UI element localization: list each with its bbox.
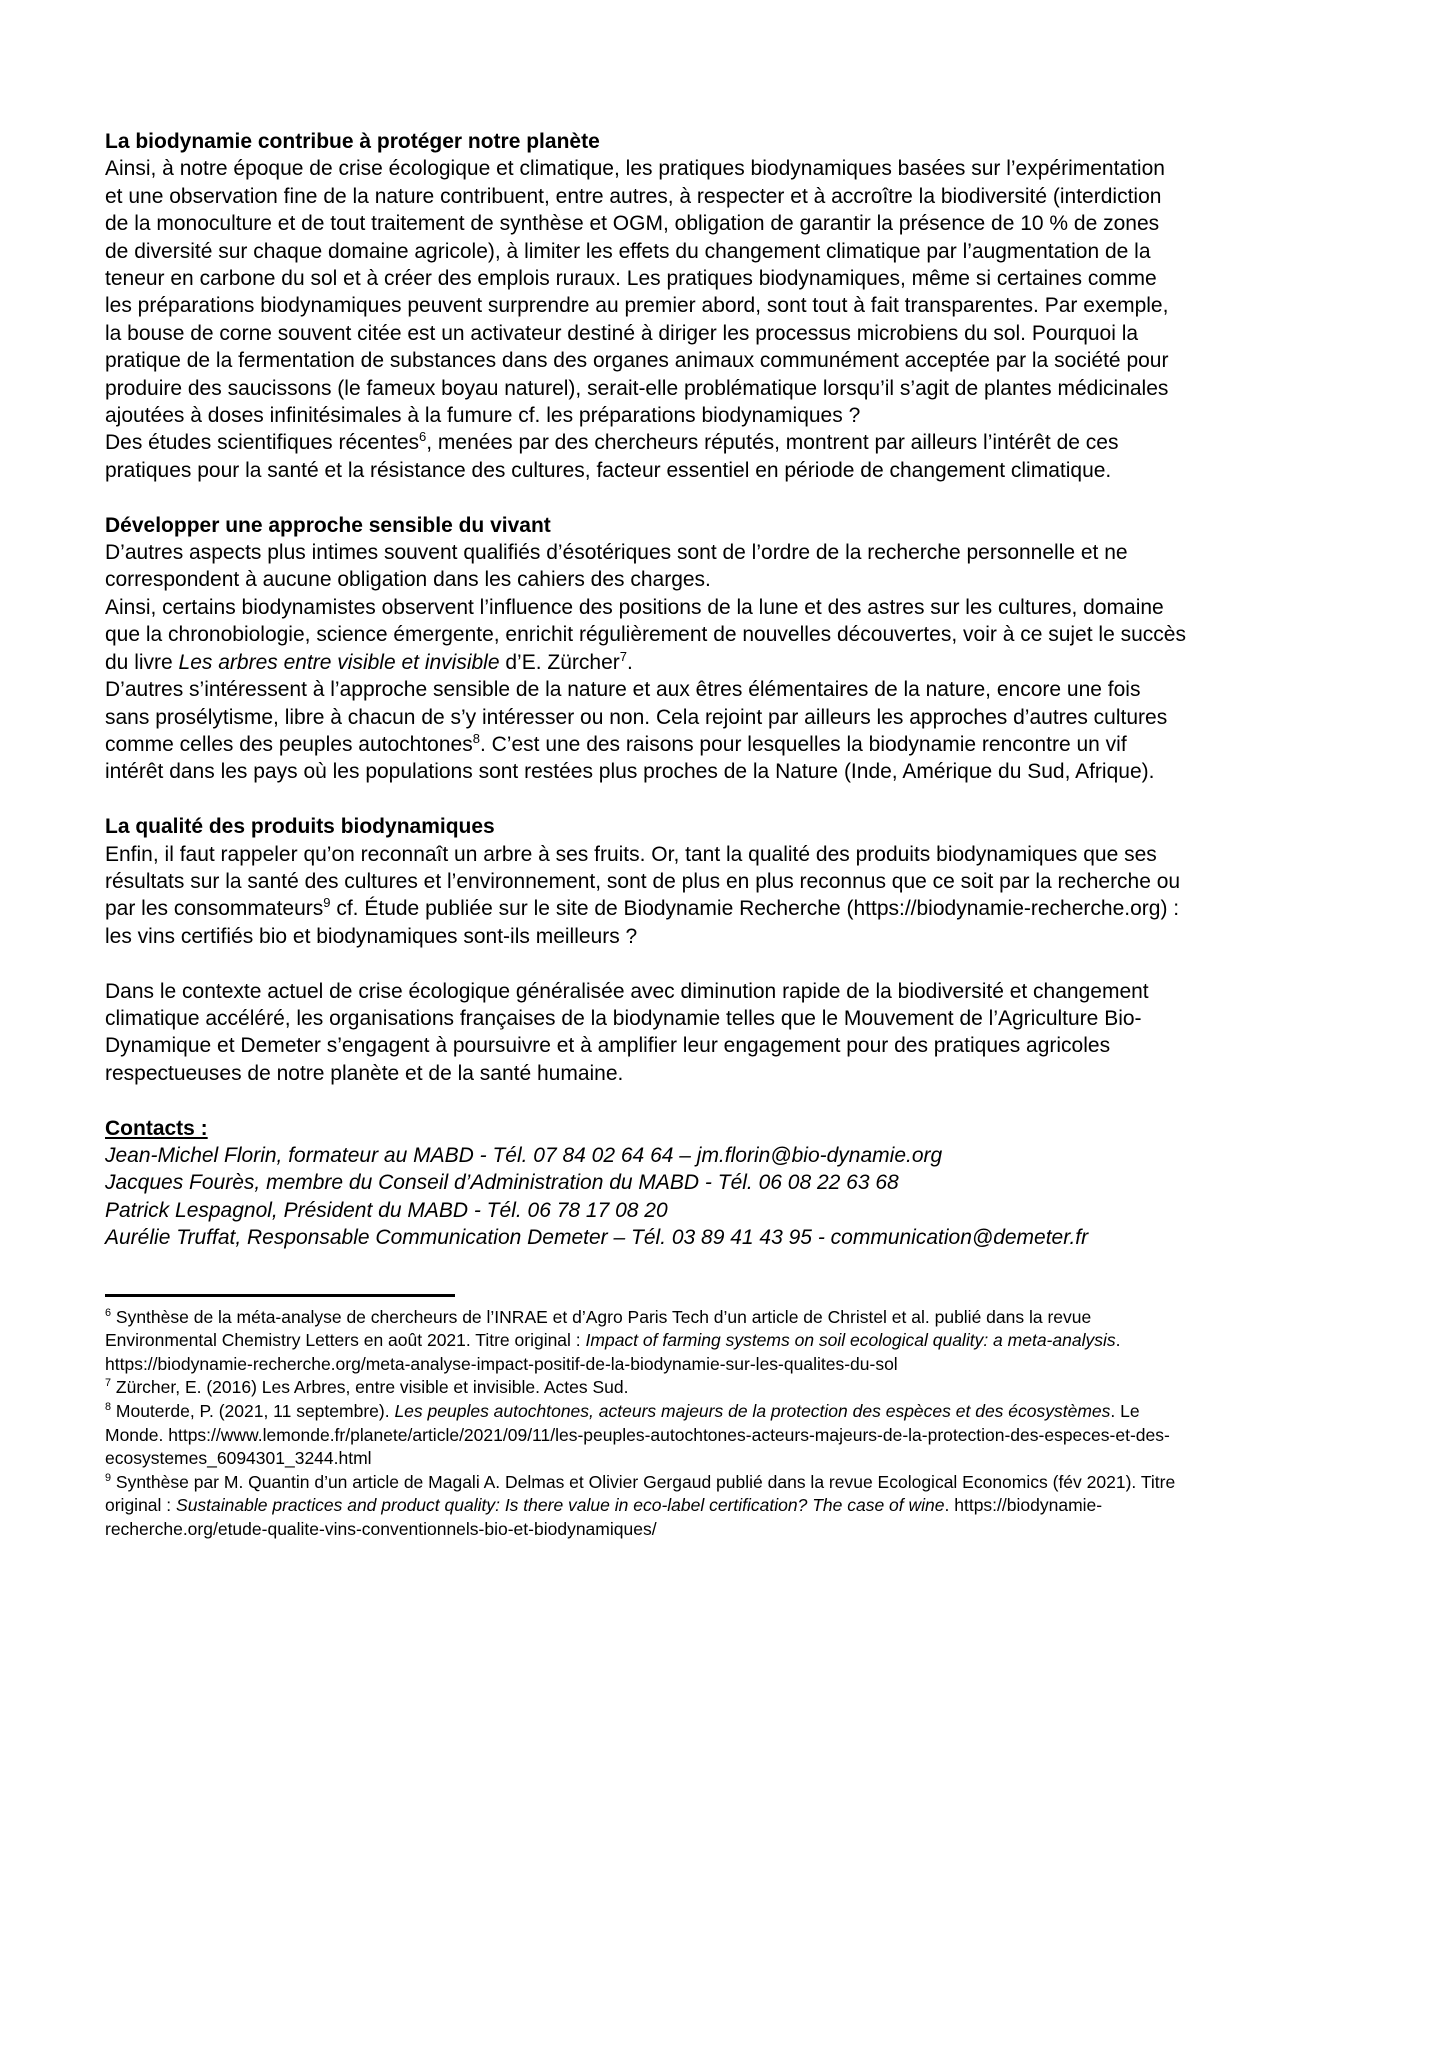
contact-line: Jean-Michel Florin, formateur au MABD - Tél. 07 84 02 64 64 – jm.florin@bio-dynamie.org (105, 1143, 943, 1167)
contact-line: Aurélie Truffat, Responsable Communication Demeter – Tél. 03 89 41 43 95 - communication@demeter.fr (105, 1226, 1089, 1250)
text-segment: Dans le contexte actuel de crise écologique généralisée avec diminution rapide de la biodiversité et changement climatique accéléré, les organisations françaises de la biodynamie telles que le Mouvement de l’Agriculture Bio-Dynamique et Demeter s’engagent à poursuivre et à amplifier leur engagement pour des pratiques agricoles respectueuses de notre planète et de la santé humaine. (105, 979, 1149, 1085)
paragraph (105, 429, 1187, 484)
footnote (105, 1376, 1187, 1400)
text-segment: Impact of farming systems on soil ecological quality: a meta-analysis (585, 1330, 1116, 1351)
footnote (105, 1400, 1187, 1471)
paragraph (105, 539, 1187, 594)
text-segment: 9 (105, 1471, 112, 1484)
text-segment: 6 (419, 429, 427, 445)
paragraph (105, 841, 1187, 951)
text-segment: D’autres aspects plus intimes souvent qualifiés d’ésotériques sont de l’ordre de la recherche personnelle et ne correspondent à aucune obligation dans les cahiers des charges. (105, 541, 1128, 592)
contacts-heading: Contacts : (105, 1116, 208, 1140)
text-segment: 6 (105, 1306, 112, 1319)
text-segment: Synthèse par M. Quantin d’un article de Magali A. Delmas et Olivier Gergaud publié dans la revue Ecological Economics (fév 2021). Titre original : (105, 1471, 1176, 1516)
text-segment: 8 (472, 730, 480, 746)
paragraph (105, 594, 1187, 676)
section-heading-approche-sensible: Développer une approche sensible du vivant (105, 513, 551, 537)
closing-paragraph (105, 978, 1187, 1088)
text-segment: d’E. Zürcher (499, 650, 620, 674)
text-segment: Les arbres entre visible et invisible (178, 650, 500, 674)
text-segment: Les peuples autochtones, acteurs majeurs de la protection des espèces et des écosystèmes (394, 1400, 1111, 1421)
text-segment: 9 (323, 895, 331, 911)
text-segment: Zürcher, E. (2016) Les Arbres, entre visible et invisible. Actes Sud. (111, 1377, 629, 1398)
text-segment: Enfin, il faut rappeler qu’on reconnaît un arbre à ses fruits. Or, tant la qualité des produits biodynamiques que ses résultats sur la santé des cultures et l’environnement, sont de plus en plus reconnus que ce soit par la recherche ou par les consommateurs (105, 842, 1181, 921)
text-segment: 7 (105, 1377, 112, 1390)
text-segment: , menées par des chercheurs réputés, montrent par ailleurs l’intérêt de ces pratiques pour la santé et la résistance des cultures, facteur essentiel en période de changement climatique. (105, 431, 1119, 482)
contact-line: Patrick Lespagnol, Président du MABD - Tél. 06 78 17 08 20 (105, 1198, 668, 1222)
text-segment: Sustainable practices and product quality: Is there value in eco-label certification? The case of wine (176, 1495, 945, 1516)
text-segment: Mouterde, P. (2021, 11 septembre). (111, 1400, 395, 1421)
text-segment: . (627, 650, 633, 674)
text-segment: D’autres s’intéressent à l’approche sensible de la nature et aux êtres élémentaires de la nature, encore une fois sans prosélytisme, libre à chacun de s’y intéresser ou non. Cela rejoint par ailleurs les approches d’autres cultures comme celles des peuples autochtones (105, 678, 1168, 756)
section-heading-qualite: La qualité des produits biodynamiques (105, 815, 495, 839)
footnote (105, 1306, 1187, 1377)
contact-line: Jacques Fourès, membre du Conseil d’Administration du MABD - Tél. 06 08 22 63 68 (105, 1171, 899, 1195)
text-segment: Ainsi, certains biodynamistes observent l’influence des positions de la lune et des astres sur les cultures, domaine que la chronobiologie, science émergente, enrichit régulièrement de nouvelles découvertes, voir à ce sujet le succès du livre (105, 595, 1186, 674)
paragraph (105, 676, 1187, 786)
text-segment: Ainsi, à notre époque de crise écologique et climatique, les pratiques biodynamiques basées sur l’expérimentation et une observation fine de la nature contribuent, entre autres, à respecter et à accroître la biodiversité (interdiction de la monoculture et de tout traitement de synthèse et OGM, obligation de garantir la présence de 10 % de zones de diversité sur chaque domaine agricole), à limiter les effets du changement climatique par l’augmentation de la teneur en carbone du sol et à créer des emplois ruraux. Les pratiques biodynamiques, même si certaines comme les préparations biodynamiques peuvent surprendre au premier abord, sont tout à fait transparentes. Par exemple, la bouse de corne souvent citée est un activateur destiné à diriger les processus microbiens du sol. Pourquoi la pratique de la fermentation de substances dans des organes animaux communément acceptée par la société pour produire des saucissons (le fameux boyau naturel), serait-elle problématique lorsqu’il s’agit de plantes médicinales ajoutées à doses infinitésimales à la fumure cf. les préparations biodynamiques ? (105, 157, 1169, 428)
text-segment: . C’est une des raisons pour lesquelles la biodynamie rencontre un vif intérêt dans les pays où les populations sont restées plus proches de la Nature (Inde, Amérique du Sud, Afrique). (105, 732, 1155, 784)
text-segment: Synthèse de la méta-analyse de chercheurs de l’INRAE et d’Agro Paris Tech d’un article de Christel et al. publié dans la revue Environmental Chemistry Letters en août 2021. Titre original : (105, 1306, 1092, 1351)
text-segment: cf. Étude publiée sur le site de Biodynamie Recherche (https://biodynamie-recherche.org) : les vins certifiés bio et biodynamiques sont-ils meilleurs ? (105, 897, 1180, 948)
document-content (105, 128, 1187, 1542)
text-segment: . Le Monde. https://www.lemonde.fr/planete/article/2021/09/11/les-peuples-autochtones-acteurs-majeurs-de-la-protection-des-especes-et-des-ecosystemes_6094301_3244.html (105, 1400, 1170, 1469)
footnote (105, 1471, 1187, 1542)
text-segment: 7 (619, 648, 627, 664)
paragraph (105, 155, 1187, 429)
footnote-separator (105, 1294, 455, 1297)
footnotes-section (105, 1294, 1187, 1542)
text-segment: Des études scientifiques récentes (105, 431, 420, 455)
section-heading-planete: La biodynamie contribue à protéger notre planète (105, 130, 600, 153)
text-segment: . https://biodynamie-recherche.org/etude-qualite-vins-conventionnels-bio-et-biodynamiques/ (105, 1495, 1103, 1539)
text-segment: . https://biodynamie-recherche.org/meta-analyse-impact-positif-de-la-biodynamie-sur-les-qualites-du-sol (105, 1330, 1121, 1374)
text-segment: 8 (105, 1401, 112, 1414)
